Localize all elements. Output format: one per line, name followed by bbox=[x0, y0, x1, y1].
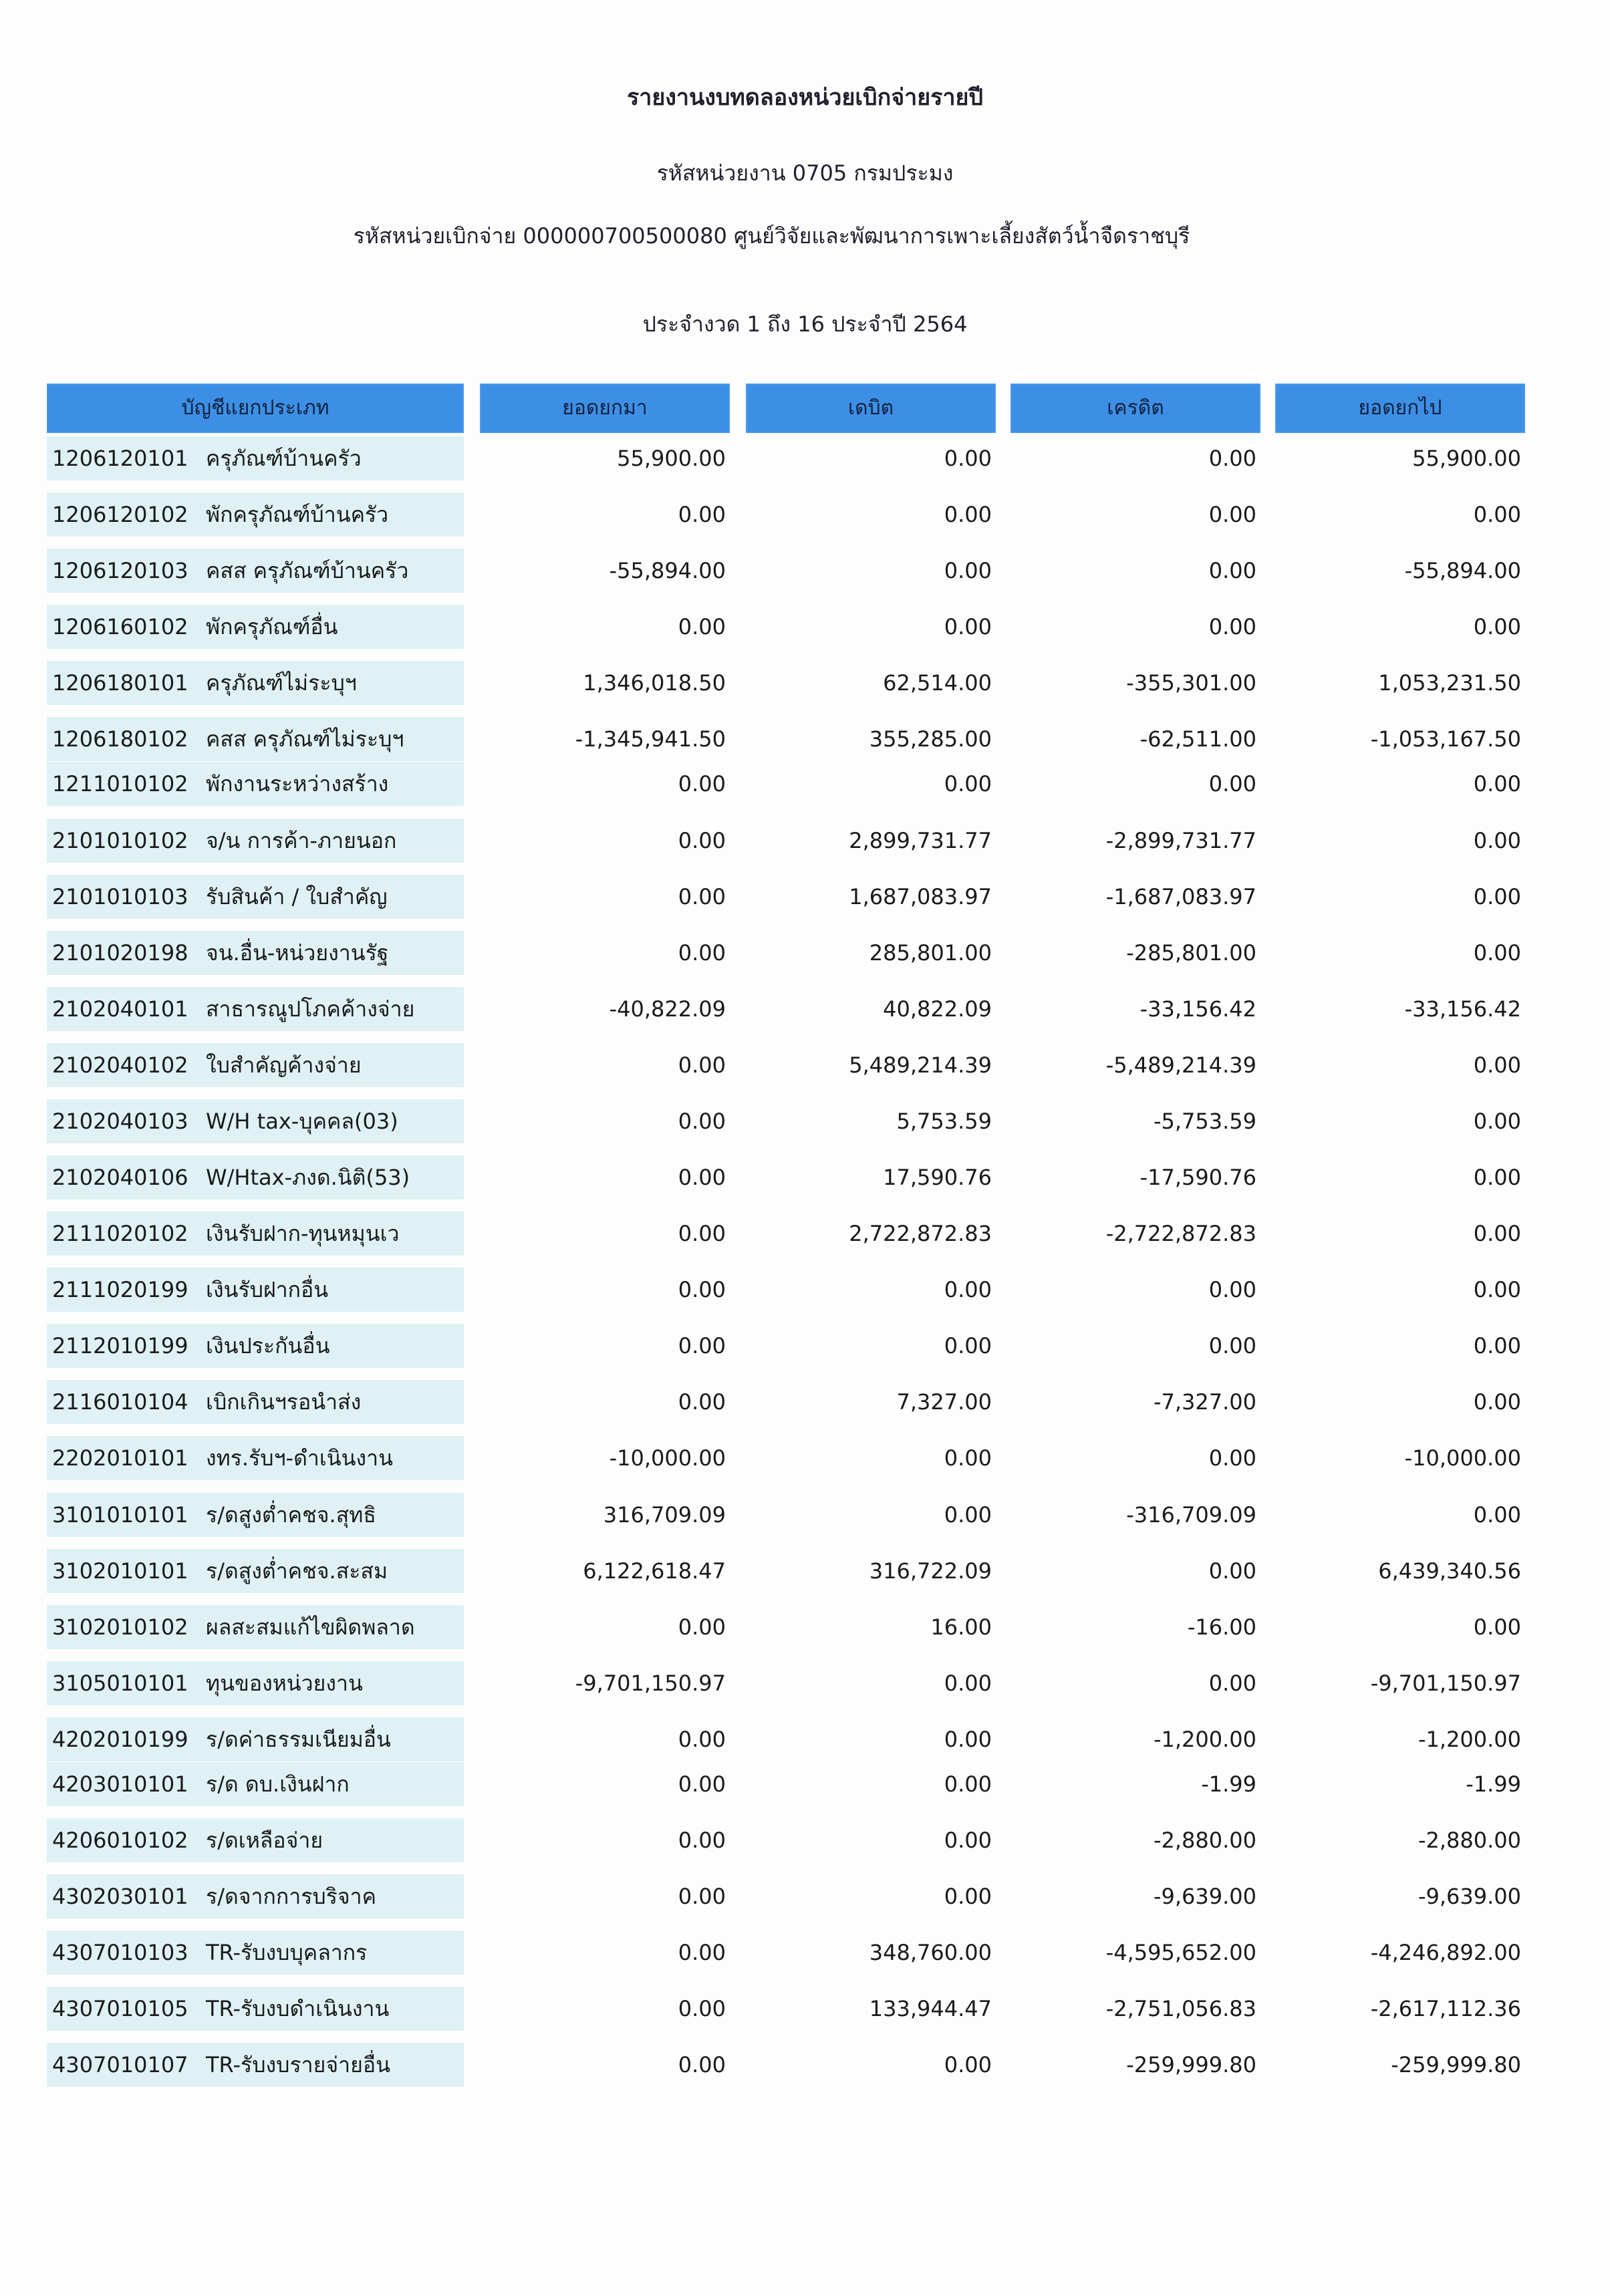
debit-amount: 0.00 bbox=[944, 1671, 992, 1696]
account-name: เบิกเกินฯรอนำส่ง bbox=[206, 1389, 362, 1415]
closing-balance: 0.00 bbox=[1473, 1109, 1521, 1134]
table-row bbox=[0, 1042, 1610, 1089]
opening-balance: 0.00 bbox=[678, 1996, 726, 2021]
debit-amount: 62,514.00 bbox=[883, 670, 992, 696]
opening-balance: 0.00 bbox=[678, 940, 726, 966]
debit-amount: 40,822.09 bbox=[883, 996, 992, 1022]
account-code: 2101010102 bbox=[52, 828, 188, 853]
table-row bbox=[0, 1716, 1610, 1763]
opening-balance: -55,894.00 bbox=[609, 558, 726, 583]
closing-balance: 0.00 bbox=[1473, 1165, 1521, 1190]
closing-balance: 0.00 bbox=[1473, 884, 1521, 909]
credit-amount: -7,327.00 bbox=[1153, 1389, 1256, 1415]
closing-balance: -55,894.00 bbox=[1404, 558, 1521, 583]
table-row bbox=[0, 929, 1610, 976]
closing-balance: 0.00 bbox=[1473, 1389, 1521, 1415]
account-code: 1211010102 bbox=[52, 771, 188, 797]
account-name: ผลสะสมแก้ไขผิดพลาด bbox=[206, 1614, 415, 1640]
credit-amount: -33,156.42 bbox=[1139, 996, 1256, 1022]
closing-balance: 0.00 bbox=[1473, 1221, 1521, 1246]
opening-balance: -9,701,150.97 bbox=[575, 1671, 726, 1696]
account-name: คสส ครุภัณฑ์บ้านครัว bbox=[206, 558, 409, 583]
credit-amount: 0.00 bbox=[1208, 1277, 1256, 1302]
debit-amount: 133,944.47 bbox=[869, 1996, 992, 2021]
opening-balance: 0.00 bbox=[678, 1277, 726, 1302]
opening-balance: 0.00 bbox=[678, 1828, 726, 1853]
account-code: 4307010103 bbox=[52, 1940, 188, 1965]
account-name: พักงานระหว่างสร้าง bbox=[206, 771, 389, 797]
opening-balance: 0.00 bbox=[678, 1333, 726, 1358]
table-row bbox=[0, 1322, 1610, 1369]
credit-amount: -2,899,731.77 bbox=[1105, 828, 1256, 853]
account-name: ร/ดสูงต่ำคชจ.สุทธิ bbox=[206, 1502, 376, 1528]
opening-balance: 0.00 bbox=[678, 1052, 726, 1078]
debit-amount: 0.00 bbox=[944, 1884, 992, 1909]
account-code: 3102010102 bbox=[52, 1614, 188, 1640]
account-name: ร/ดค่าธรรมเนียมอื่น bbox=[206, 1727, 391, 1752]
table-row bbox=[0, 1491, 1610, 1538]
column-header-opening: ยอดยกมา bbox=[480, 384, 730, 433]
credit-amount: -259,999.80 bbox=[1126, 2052, 1256, 2077]
debit-amount: 0.00 bbox=[944, 1445, 992, 1471]
opening-balance: 1,346,018.50 bbox=[583, 670, 726, 696]
account-code: 3102010101 bbox=[52, 1558, 188, 1584]
account-name: TR-รับงบดำเนินงาน bbox=[206, 1996, 390, 2021]
account-code: 2102040101 bbox=[52, 996, 188, 1022]
debit-amount: 0.00 bbox=[944, 1727, 992, 1752]
credit-amount: 0.00 bbox=[1208, 1671, 1256, 1696]
account-code: 2102040102 bbox=[52, 1052, 188, 1078]
closing-balance: 0.00 bbox=[1473, 1277, 1521, 1302]
account-name: ร/ดจากการบริจาค bbox=[206, 1884, 376, 1909]
account-code: 4202010199 bbox=[52, 1727, 188, 1752]
table-row bbox=[0, 1098, 1610, 1145]
credit-amount: -1,687,083.97 bbox=[1105, 884, 1256, 909]
closing-balance: 0.00 bbox=[1473, 1052, 1521, 1078]
account-code: 3105010101 bbox=[52, 1671, 188, 1696]
debit-amount: 0.00 bbox=[944, 1771, 992, 1797]
table-row bbox=[0, 2041, 1610, 2088]
closing-balance: 0.00 bbox=[1473, 940, 1521, 966]
closing-balance: -9,639.00 bbox=[1418, 1884, 1521, 1909]
closing-balance: 1,053,231.50 bbox=[1378, 670, 1521, 696]
debit-amount: 5,753.59 bbox=[896, 1109, 992, 1134]
credit-amount: -2,751,056.83 bbox=[1105, 1996, 1256, 2021]
table-row bbox=[0, 873, 1610, 920]
credit-amount: 0.00 bbox=[1208, 771, 1256, 797]
credit-amount: -9,639.00 bbox=[1153, 1884, 1256, 1909]
closing-balance: 55,900.00 bbox=[1412, 446, 1521, 471]
credit-amount: -17,590.76 bbox=[1139, 1165, 1256, 1190]
account-name: W/Htax-ภงด.นิติ(53) bbox=[206, 1165, 410, 1190]
debit-amount: 2,722,872.83 bbox=[849, 1221, 992, 1246]
table-row bbox=[0, 1604, 1610, 1651]
credit-amount: -2,722,872.83 bbox=[1105, 1221, 1256, 1246]
table-row bbox=[0, 1929, 1610, 1976]
column-header-account: บัญชีแยกประเภท bbox=[47, 384, 464, 433]
table-row bbox=[0, 1210, 1610, 1257]
account-name: ร/ดเหลือจ่าย bbox=[206, 1828, 323, 1853]
account-name: เงินรับฝากอื่น bbox=[206, 1277, 329, 1302]
closing-balance: -259,999.80 bbox=[1391, 2052, 1521, 2077]
account-code: 2111020102 bbox=[52, 1221, 188, 1246]
debit-amount: 0.00 bbox=[944, 1333, 992, 1358]
column-header-closing: ยอดยกไป bbox=[1275, 384, 1525, 433]
account-code: 3101010101 bbox=[52, 1502, 188, 1528]
debit-amount: 0.00 bbox=[944, 771, 992, 797]
credit-amount: -16.00 bbox=[1187, 1614, 1256, 1640]
account-name: คสส ครุภัณฑ์ไม่ระบุฯ bbox=[206, 726, 404, 752]
table-row bbox=[0, 1548, 1610, 1594]
credit-amount: 0.00 bbox=[1208, 1445, 1256, 1471]
account-code: 2202010101 bbox=[52, 1445, 188, 1471]
account-code: 4307010107 bbox=[52, 2052, 188, 2077]
account-name: W/H tax-บุคคล(03) bbox=[206, 1109, 398, 1134]
debit-amount: 2,899,731.77 bbox=[849, 828, 992, 853]
credit-amount: -4,595,652.00 bbox=[1105, 1940, 1256, 1965]
credit-amount: -285,801.00 bbox=[1126, 940, 1256, 966]
debit-amount: 0.00 bbox=[944, 446, 992, 471]
account-name: เงินประกันอื่น bbox=[206, 1333, 330, 1358]
account-code: 2101020198 bbox=[52, 940, 188, 966]
closing-balance: -2,880.00 bbox=[1418, 1828, 1521, 1853]
table-row bbox=[0, 986, 1610, 1032]
account-code: 1206120102 bbox=[52, 502, 188, 527]
table-row bbox=[0, 491, 1610, 538]
account-code: 1206120103 bbox=[52, 558, 188, 583]
table-row bbox=[0, 1154, 1610, 1201]
debit-amount: 316,722.09 bbox=[869, 1558, 992, 1584]
credit-amount: -355,301.00 bbox=[1126, 670, 1256, 696]
table-row bbox=[0, 1817, 1610, 1864]
closing-balance: 0.00 bbox=[1473, 502, 1521, 527]
account-name: เงินรับฝาก-ทุนหมุนเว bbox=[206, 1221, 400, 1246]
table-row bbox=[0, 1985, 1610, 2032]
opening-balance: 0.00 bbox=[678, 502, 726, 527]
opening-balance: 0.00 bbox=[678, 1109, 726, 1134]
column-header-debit: เดบิต bbox=[746, 384, 996, 433]
opening-balance: 0.00 bbox=[678, 884, 726, 909]
closing-balance: -10,000.00 bbox=[1404, 1445, 1521, 1471]
account-code: 1206180101 bbox=[52, 670, 188, 696]
account-code: 1206120101 bbox=[52, 446, 188, 471]
closing-balance: 0.00 bbox=[1473, 1502, 1521, 1528]
closing-balance: -4,246,892.00 bbox=[1370, 1940, 1521, 1965]
debit-amount: 0.00 bbox=[944, 1502, 992, 1528]
account-code: 1206160102 bbox=[52, 614, 188, 639]
opening-balance: 0.00 bbox=[678, 1727, 726, 1752]
opening-balance: -40,822.09 bbox=[609, 996, 726, 1022]
closing-balance: 0.00 bbox=[1473, 1614, 1521, 1640]
debit-amount: 16.00 bbox=[930, 1614, 992, 1640]
closing-balance: -1,200.00 bbox=[1418, 1727, 1521, 1752]
table-row bbox=[0, 1761, 1610, 1808]
table-row bbox=[0, 817, 1610, 864]
opening-balance: 0.00 bbox=[678, 1771, 726, 1797]
opening-balance: 0.00 bbox=[678, 1884, 726, 1909]
closing-balance: 6,439,340.56 bbox=[1378, 1558, 1521, 1584]
opening-balance: -10,000.00 bbox=[609, 1445, 726, 1471]
opening-balance: 316,709.09 bbox=[603, 1502, 726, 1528]
credit-amount: -5,753.59 bbox=[1153, 1109, 1256, 1134]
account-name: พักครุภัณฑ์บ้านครัว bbox=[206, 502, 389, 527]
credit-amount: -2,880.00 bbox=[1153, 1828, 1256, 1853]
debit-amount: 285,801.00 bbox=[869, 940, 992, 966]
opening-balance: 55,900.00 bbox=[617, 446, 726, 471]
closing-balance: -2,617,112.36 bbox=[1370, 1996, 1521, 2021]
account-name: รับสินค้า / ใบสำคัญ bbox=[206, 884, 388, 909]
opening-balance: 0.00 bbox=[678, 1389, 726, 1415]
table-row bbox=[0, 603, 1610, 650]
opening-balance: 0.00 bbox=[678, 1165, 726, 1190]
disbursing-unit-line: รหัสหน่วยเบิกจ่าย 000000700500080 ศูนย์วิจัยและพัฒนาการเพาะเลี้ยงสัตว์น้ำจืดราชบุรี bbox=[353, 223, 1190, 249]
credit-amount: 0.00 bbox=[1208, 558, 1256, 583]
account-code: 2101010103 bbox=[52, 884, 188, 909]
account-name: ครุภัณฑ์บ้านครัว bbox=[206, 446, 362, 471]
account-name: พักครุภัณฑ์อื่น bbox=[206, 614, 338, 639]
table-row bbox=[0, 1873, 1610, 1920]
credit-amount: -62,511.00 bbox=[1139, 726, 1256, 752]
debit-amount: 1,687,083.97 bbox=[849, 884, 992, 909]
closing-balance: 0.00 bbox=[1473, 614, 1521, 639]
debit-amount: 0.00 bbox=[944, 502, 992, 527]
account-code: 2102040106 bbox=[52, 1165, 188, 1190]
report-title: รายงานงบทดลองหน่วยเบิกจ่ายรายปี bbox=[627, 84, 983, 111]
opening-balance: 6,122,618.47 bbox=[583, 1558, 726, 1584]
account-name: จ/น การค้า-ภายนอก bbox=[206, 828, 397, 853]
account-name: TR-รับงบรายจ่ายอื่น bbox=[206, 2052, 390, 2077]
closing-balance: -1,053,167.50 bbox=[1370, 726, 1521, 752]
opening-balance: 0.00 bbox=[678, 828, 726, 853]
debit-amount: 348,760.00 bbox=[869, 1940, 992, 1965]
debit-amount: 0.00 bbox=[944, 558, 992, 583]
credit-amount: 0.00 bbox=[1208, 502, 1256, 527]
table-row bbox=[0, 1660, 1610, 1707]
debit-amount: 0.00 bbox=[944, 1828, 992, 1853]
debit-amount: 0.00 bbox=[944, 2052, 992, 2077]
account-name: จน.อื่น-หน่วยงานรัฐ bbox=[206, 940, 389, 966]
account-code: 2102040103 bbox=[52, 1109, 188, 1134]
table-row bbox=[0, 435, 1610, 482]
credit-amount: -1,200.00 bbox=[1153, 1727, 1256, 1752]
table-row bbox=[0, 716, 1610, 762]
opening-balance: 0.00 bbox=[678, 1221, 726, 1246]
table-row bbox=[0, 1266, 1610, 1313]
credit-amount: 0.00 bbox=[1208, 614, 1256, 639]
account-name: ทุนของหน่วยงาน bbox=[206, 1671, 363, 1696]
closing-balance: 0.00 bbox=[1473, 771, 1521, 797]
closing-balance: -9,701,150.97 bbox=[1370, 1671, 1521, 1696]
opening-balance: 0.00 bbox=[678, 1940, 726, 1965]
opening-balance: 0.00 bbox=[678, 2052, 726, 2077]
debit-amount: 17,590.76 bbox=[883, 1165, 992, 1190]
closing-balance: 0.00 bbox=[1473, 1333, 1521, 1358]
debit-amount: 0.00 bbox=[944, 614, 992, 639]
account-code: 4307010105 bbox=[52, 1996, 188, 2021]
account-code: 4203010101 bbox=[52, 1771, 188, 1797]
debit-amount: 5,489,214.39 bbox=[849, 1052, 992, 1078]
table-row bbox=[0, 660, 1610, 706]
account-code: 1206180102 bbox=[52, 726, 188, 752]
debit-amount: 355,285.00 bbox=[869, 726, 992, 752]
closing-balance: -1.99 bbox=[1466, 1771, 1521, 1797]
opening-balance: 0.00 bbox=[678, 1614, 726, 1640]
opening-balance: -1,345,941.50 bbox=[575, 726, 726, 752]
debit-amount: 7,327.00 bbox=[896, 1389, 992, 1415]
debit-amount: 0.00 bbox=[944, 1277, 992, 1302]
table-row bbox=[0, 760, 1610, 807]
credit-amount: -1.99 bbox=[1201, 1771, 1256, 1797]
opening-balance: 0.00 bbox=[678, 771, 726, 797]
credit-amount: -316,709.09 bbox=[1126, 1502, 1256, 1528]
account-name: TR-รับงบบุคลากร bbox=[206, 1940, 368, 1965]
credit-amount: 0.00 bbox=[1208, 1558, 1256, 1584]
account-code: 4206010102 bbox=[52, 1828, 188, 1853]
credit-amount: 0.00 bbox=[1208, 446, 1256, 471]
opening-balance: 0.00 bbox=[678, 614, 726, 639]
table-row bbox=[0, 547, 1610, 594]
account-name: สาธารณูปโภคค้างจ่าย bbox=[206, 996, 415, 1022]
closing-balance: 0.00 bbox=[1473, 828, 1521, 853]
table-row bbox=[0, 1435, 1610, 1481]
credit-amount: 0.00 bbox=[1208, 1333, 1256, 1358]
column-header-credit: เครดิต bbox=[1011, 384, 1260, 433]
table-row bbox=[0, 1379, 1610, 1425]
account-name: ร/ด ดบ.เงินฝาก bbox=[206, 1771, 350, 1797]
account-name: งทร.รับฯ-ดำเนินงาน bbox=[206, 1445, 393, 1471]
account-code: 4302030101 bbox=[52, 1884, 188, 1909]
account-code: 2111020199 bbox=[52, 1277, 188, 1302]
credit-amount: -5,489,214.39 bbox=[1105, 1052, 1256, 1078]
account-name: ร/ดสูงต่ำคชจ.สะสม bbox=[206, 1558, 388, 1584]
agency-line: รหัสหน่วยงาน 0705 กรมประมง bbox=[656, 160, 954, 186]
closing-balance: -33,156.42 bbox=[1404, 996, 1521, 1022]
account-code: 2116010104 bbox=[52, 1389, 188, 1415]
period-line: ประจำงวด 1 ถึง 16 ประจำปี 2564 bbox=[642, 311, 968, 337]
account-name: ครุภัณฑ์ไม่ระบุฯ bbox=[206, 670, 357, 696]
account-name: ใบสำคัญค้างจ่าย bbox=[206, 1052, 362, 1078]
account-code: 2112010199 bbox=[52, 1333, 188, 1358]
